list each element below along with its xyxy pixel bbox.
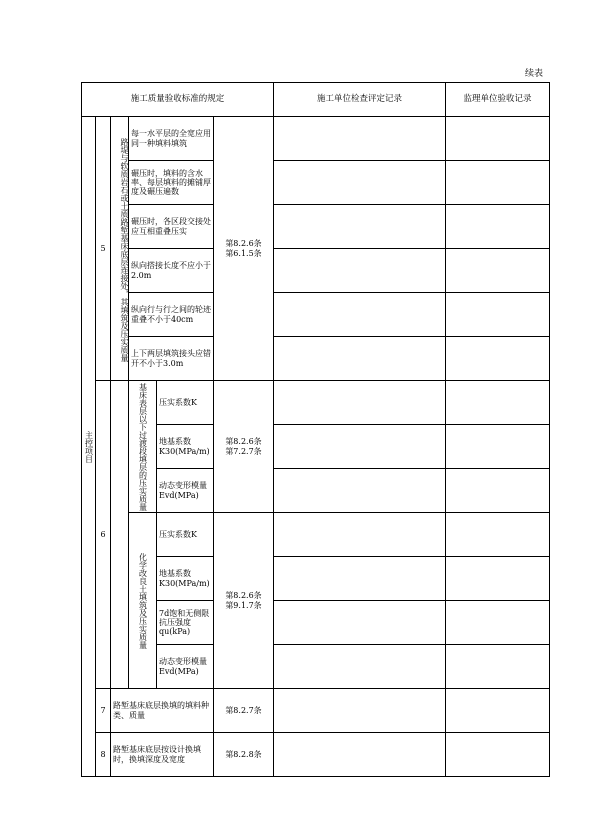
supervision-record-cell[interactable] — [446, 293, 550, 337]
construction-record-cell[interactable] — [274, 733, 446, 777]
supervision-record-cell[interactable] — [446, 425, 550, 469]
supervision-record-cell[interactable] — [446, 381, 550, 425]
supervision-record-cell[interactable] — [446, 161, 550, 205]
supervision-record-cell[interactable] — [446, 733, 550, 777]
item6-group2-row-0: 压实系数K — [157, 513, 214, 557]
item5-no: 5 — [96, 117, 111, 381]
construction-record-cell[interactable] — [274, 645, 446, 689]
construction-record-cell[interactable] — [274, 117, 446, 161]
supervision-record-cell[interactable] — [446, 249, 550, 293]
item8-no: 8 — [96, 733, 111, 777]
item7-text: 路堑基床底层换填的填料种类、质量 — [111, 689, 214, 733]
construction-record-cell[interactable] — [274, 425, 446, 469]
item5-row-4: 纵向行与行之间的轮迹重叠不小于40cm — [129, 293, 214, 337]
supervision-record-header: 监理单位验收记录 — [446, 83, 550, 117]
construction-record-cell[interactable] — [274, 513, 446, 557]
construction-record-cell[interactable] — [274, 161, 446, 205]
supervision-record-cell[interactable] — [446, 645, 550, 689]
main-category: 主控项目 — [82, 117, 96, 777]
item5-row-1: 碾压时，填料的含水率、每层填料的摊铺厚度及碾压遍数 — [129, 161, 214, 205]
supervision-record-cell[interactable] — [446, 513, 550, 557]
item5-clause: 第8.2.6条 第6.1.5条 — [214, 117, 274, 381]
construction-record-cell[interactable] — [274, 205, 446, 249]
supervision-record-cell[interactable] — [446, 205, 550, 249]
standard-header: 施工质量验收标准的规定 — [82, 83, 274, 117]
construction-record-cell[interactable] — [274, 469, 446, 513]
item8-clause: 第8.2.8条 — [214, 733, 274, 777]
item6-group2-label: 化学改良土填筑及压实质量 — [129, 513, 157, 689]
item6-group2-row-2: 7d饱和无侧限抗压强度qu(kPa) — [157, 601, 214, 645]
item6-group1-row-1: 地基系数K30(MPa/m) — [157, 425, 214, 469]
supervision-record-cell[interactable] — [446, 117, 550, 161]
item8-text: 路堑基床底层按设计换填时，换填深度及宽度 — [111, 733, 214, 777]
item6-continuation — [111, 381, 129, 689]
item6-group2-clause: 第8.2.6条 第9.1.7条 — [214, 513, 274, 689]
construction-record-header: 施工单位检查评定记录 — [274, 83, 446, 117]
item5-row-0: 每一水平层的全宽应用同一种填料填筑 — [129, 117, 214, 161]
supervision-record-cell[interactable] — [446, 557, 550, 601]
construction-record-cell[interactable] — [274, 293, 446, 337]
item6-group1-clause: 第8.2.6条 第7.2.7条 — [214, 381, 274, 513]
item6-no: 6 — [96, 381, 111, 689]
acceptance-table — [81, 82, 550, 777]
item6-group2-row-1: 地基系数K30(MPa/m) — [157, 557, 214, 601]
item6-group1-row-2: 动态变形模量Evd(MPa) — [157, 469, 214, 513]
item6-group2-row-3: 动态变形模量Evd(MPa) — [157, 645, 214, 689]
supervision-record-cell[interactable] — [446, 469, 550, 513]
continued-label: 续表 — [525, 69, 544, 79]
construction-record-cell[interactable] — [274, 249, 446, 293]
item6-group1-label: 基床表层以下过渡段填层的压实质量 — [129, 381, 157, 513]
construction-record-cell[interactable] — [274, 601, 446, 645]
item7-clause: 第8.2.7条 — [214, 689, 274, 733]
supervision-record-cell[interactable] — [446, 689, 550, 733]
item6-group1-row-0: 压实系数K — [157, 381, 214, 425]
construction-record-cell[interactable] — [274, 337, 446, 381]
item5-title: 路堤与软质岩石或土质路堑基床底层连接处，其填筑及压实质量 — [111, 117, 129, 381]
supervision-record-cell[interactable] — [446, 601, 550, 645]
item5-row-5: 上下两层填筑接头应错开不小于3.0m — [129, 337, 214, 381]
construction-record-cell[interactable] — [274, 381, 446, 425]
construction-record-cell[interactable] — [274, 557, 446, 601]
construction-record-cell[interactable] — [274, 689, 446, 733]
item7-no: 7 — [96, 689, 111, 733]
supervision-record-cell[interactable] — [446, 337, 550, 381]
item5-row-2: 碾压时，各区段交接处应互相重叠压实 — [129, 205, 214, 249]
item5-row-3: 纵向搭接长度不应小于2.0m — [129, 249, 214, 293]
